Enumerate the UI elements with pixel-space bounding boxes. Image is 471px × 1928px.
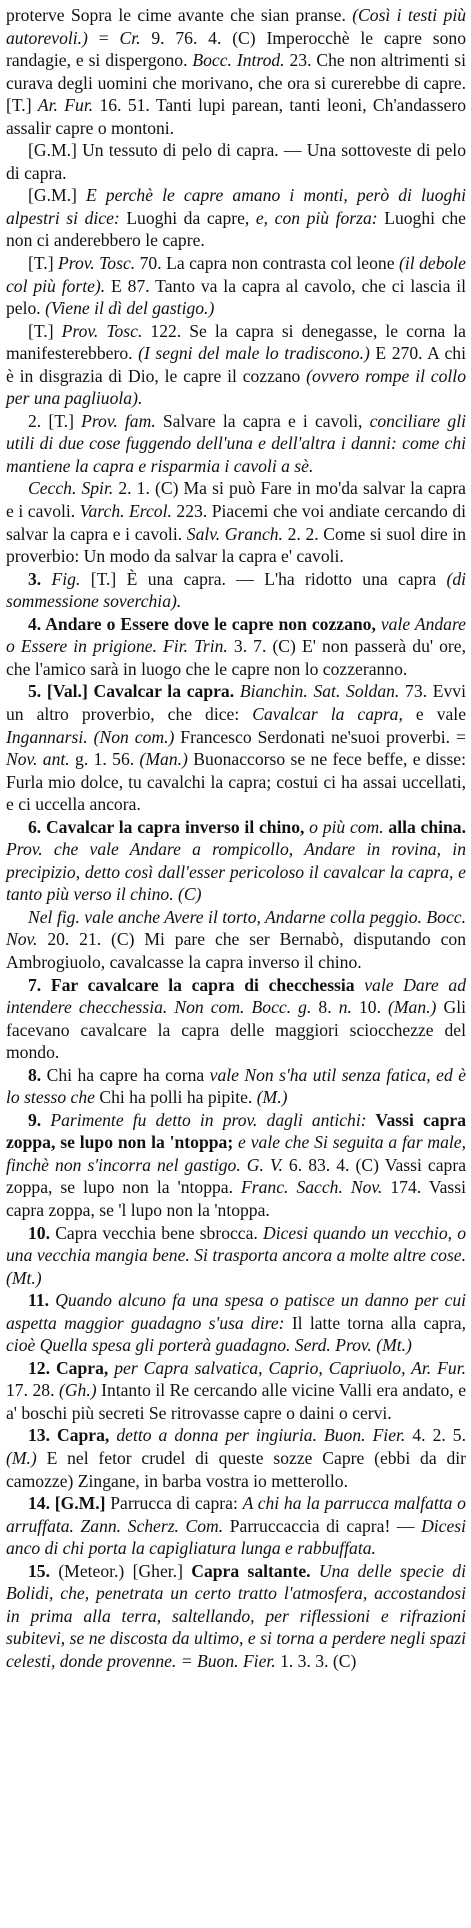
text-segment: E 87. Tanto va la capra al cavolo, che ci lascia il pelo. (6, 275, 467, 319)
entry-paragraph (6, 1109, 466, 1222)
entry-paragraph (6, 680, 466, 815)
text-segment: Parruccaccia di capra! — (223, 1515, 422, 1536)
text-segment: Bocc. Introd. (192, 50, 285, 71)
text-segment: Salv. Granch. (186, 523, 283, 544)
text-segment: Cavalcar la capra, (252, 703, 403, 724)
text-segment: [T.] È una capra. — L'ha ridotto una capra (80, 568, 447, 589)
text-segment: Prov. Tosc. (58, 253, 136, 274)
text-segment: Prov. che vale Andare a rompicollo, Andare in rovina, in precipizio, detto così dall'esser pericoloso il cavalcar la capra, e tanto più verso il chino. (C) (6, 839, 466, 905)
entry-paragraph (6, 252, 466, 320)
text-segment: 20. 21. (C) Mi pare che ser Bernabò, disputando con Ambrogiuolo, cavalcasse la capra inverso il chino. (6, 929, 466, 972)
text-segment: vale Andare o Essere in prigione. Fir. Trin. (6, 613, 466, 657)
text-segment: (M.) (6, 1448, 37, 1468)
text-segment: [T.] (28, 320, 62, 341)
text-segment: 8. (28, 1064, 47, 1085)
text-segment: 11. (28, 1290, 56, 1311)
text-segment: Nov. ant. (6, 749, 70, 770)
text-segment: 122. Se la capra si denegasse, le corna la manifesterebbero. (6, 320, 466, 364)
text-segment: 2. 2. Come si suol dire in proverbio: Un modo da salvar la capra e' cavoli. (6, 523, 467, 567)
text-segment: 4. 2. 5. (405, 1425, 466, 1446)
text-segment: vale Dare ad intendere checchessia. Non com. Bocc. g. (6, 974, 466, 1018)
text-segment: proterve Sopra le cime avante che sian pranse. (6, 5, 353, 25)
text-segment: alla china. (383, 816, 466, 837)
entry-paragraph (6, 1357, 466, 1425)
text-segment: 9. (28, 1109, 51, 1130)
text-segment: 70. La capra non contrasta col leone (135, 253, 399, 274)
text-segment: e vale che Si seguita a far male, finchè non s'incorra nel gastigo. G. V. (6, 1132, 467, 1175)
text-segment: cioè Quella spesa gli porterà guadagno. Serd. Prov. (Mt.) (6, 1335, 412, 1356)
text-segment: Francesco Serdonati ne'suoi proverbi. = (174, 726, 466, 747)
text-segment: Una delle specie di Bolidi, che, penetrata un certo tratto l'atmosfera, accostandosi in prima alla terra, saltellando, per riflessioni e rifrazioni subitevi, se ne discosta da ultimo, e si torna a perdere negli spazi celesti, donde provenne. = Buon. Fier. (6, 1560, 466, 1671)
text-segment: (Man.) (139, 749, 188, 770)
text-segment: 8. (311, 997, 339, 1018)
text-segment: (Meteor.) [Gher.] (58, 1560, 192, 1581)
text-segment: (Gh.) (58, 1380, 97, 1401)
text-segment: e vale (402, 703, 467, 724)
entry-paragraph (6, 320, 466, 410)
text-segment: 12. Capra, (28, 1357, 115, 1378)
text-segment: 15. (28, 1560, 59, 1581)
text-segment: [G.M.] Un tessuto di pelo di capra. — Una sottoveste di pelo di capra. (6, 140, 466, 183)
text-segment: 6. Cavalcar la capra inverso il chino, (28, 816, 310, 837)
text-segment: Cecch. Spir. (28, 478, 114, 499)
entry-paragraph (6, 1289, 466, 1357)
text-segment: 10. (28, 1222, 56, 1243)
text-segment: Parimente fu detto in prov. dagli antichi: (50, 1109, 367, 1130)
entry-paragraph (6, 410, 466, 478)
entry-paragraph (6, 4, 466, 139)
text-segment: Capra vecchia bene sbrocca. (55, 1222, 264, 1243)
text-segment: Buonaccorso se ne fece beffe, e disse: Furla mio dolce, tu cavalchi la capra; costui ci ha assai uccellati, e ci uccella ancora. (6, 749, 466, 815)
text-segment: Varch. Ercol. (79, 501, 172, 522)
entry-paragraph (6, 613, 466, 681)
text-segment: (Man.) (388, 997, 437, 1018)
text-segment: Quando alcuno fa una spesa o patisce un danno per cui aspetta maggior guadagno s'usa dire: (6, 1290, 467, 1333)
text-segment: g. 1. 56. (69, 749, 140, 770)
text-segment: o più com. (309, 816, 384, 837)
text-segment: Ingannarsi. (Non com.) (6, 726, 175, 747)
text-segment: 174. Vassi capra zoppa, se 'l lupo non la 'ntoppa. (6, 1177, 466, 1220)
entry-paragraph (6, 184, 466, 252)
entry-paragraph (6, 906, 466, 974)
text-segment: e, con più forza: (255, 207, 378, 228)
text-segment: 2. [T.] (28, 410, 82, 431)
text-segment: (M.) (256, 1087, 288, 1108)
text-segment: per Capra salvatica, Caprio, Capriuolo, Ar. Fur. (114, 1357, 466, 1378)
entry-paragraph (6, 1222, 466, 1290)
text-segment: Franc. Sacch. Nov. (241, 1177, 383, 1198)
text-segment: 10. (351, 997, 389, 1018)
text-segment: Chi ha capre ha corna (46, 1064, 210, 1085)
text-segment: 223. Piacemi che voi andiate cercando di salvar la capra e i cavoli. (6, 501, 466, 544)
text-segment: Nel fig. vale anche Avere il torto, Andarne colla peggio. Bocc. Nov. (6, 906, 466, 950)
entry-paragraph (6, 1424, 466, 1492)
text-segment: Fig. (51, 568, 81, 589)
text-segment: 14. [G.M.] (28, 1493, 111, 1514)
text-segment: Intanto il Re cercando alle vicine Valli era andato, e a' boschi più secreti Se ritrovasse capre o daini o cervi. (6, 1380, 467, 1423)
text-segment: Capra saltante. (191, 1560, 319, 1581)
text-segment: Vassi capra zoppa, se lupo non la 'ntoppa; (6, 1109, 466, 1153)
text-segment: 4. Andare o Essere dove le capre non cozzano, (28, 613, 381, 634)
text-segment: detto a donna per ingiuria. Buon. Fier. (116, 1425, 406, 1446)
text-segment: Prov. Tosc. (61, 320, 143, 341)
entry-paragraph (6, 816, 466, 906)
text-segment: (Così i testi più autorevoli.) (6, 5, 466, 48)
text-segment: Cr. (119, 27, 141, 48)
entry-paragraph (6, 1560, 466, 1673)
text-segment: 3. 7. (C) E' non passerà du' ore, che l'amico sarà in luogo che le capre non lo cozzeranno. (6, 636, 467, 679)
text-segment: 5. [Val.] (28, 681, 94, 702)
entry-paragraph (6, 139, 466, 184)
text-segment: (Viene il dì del gastigo.) (45, 298, 215, 319)
text-segment: 17. 28. (6, 1380, 59, 1401)
text-segment: Il latte torna alla capra, (284, 1312, 466, 1333)
entry-paragraph (6, 568, 466, 613)
text-segment: E nel fetor crudel di queste sozze Capre (ebbi da dir camozze) Zingane, in barba vostra io metterollo. (6, 1448, 466, 1491)
text-segment: E perchè le capre amano i monti, però di luoghi alpestri si dice: (6, 185, 467, 228)
text-segment: Parrucca di capra: (110, 1493, 243, 1514)
text-segment: Luoghi che non ci anderebbero le capre. (6, 207, 466, 251)
text-segment: (il debole col più forte). (6, 253, 466, 296)
text-segment: Ar. Fur. (37, 95, 94, 116)
text-segment: 13. Capra, (28, 1425, 117, 1446)
text-segment: Prov. fam. (81, 410, 156, 431)
text-segment: Bianchin. Sat. Soldan. (239, 681, 400, 702)
text-segment: A chi ha la parrucca malfatta o arruffata. Zann. Scherz. Com. (6, 1493, 466, 1536)
text-segment: n. (338, 997, 352, 1018)
entry-paragraph (6, 1064, 466, 1109)
text-segment: (I segni del male lo tradiscono.) (138, 343, 370, 364)
text-segment: Cavalcar la capra. (93, 681, 240, 702)
text-segment: 2. 1. (C) Ma si può Fare in mo'da salvar la capra e i cavoli. (6, 478, 466, 522)
text-segment: Dicesi anco di chi porta la capigliatura lunga e rabbuffata. (6, 1515, 467, 1559)
text-segment: Gli facevano cavalcare la capra delle maggiori sciocchezze del mondo. (6, 997, 466, 1063)
text-segment: [G.M.] (28, 185, 86, 206)
text-segment: 16. 51. Tanti lupi parean, tanti leoni, Ch'andassero assalir capre o montoni. (6, 95, 466, 138)
text-segment: (di sommessione soverchia). (6, 568, 467, 612)
text-segment: 73. Evvi un altro proverbio, che dice: (6, 681, 466, 724)
text-segment: Salvare la capra e i cavoli, (155, 410, 370, 431)
text-segment: Dicesi quando un vecchio, o una vecchia mangia bene. Si trasporta ancora a molte altre cose. (Mt.) (6, 1222, 467, 1288)
text-segment: 7. Far cavalcare la capra di checchessia (28, 974, 365, 995)
text-segment: (ovvero rompe il collo per una pagliuola). (6, 365, 466, 409)
text-segment: vale Non s'ha util senza fatica, ed è lo stesso che (6, 1064, 467, 1108)
text-segment: E 270. A chi è in disgrazia di Dio, le capre il cozzano (6, 343, 466, 386)
text-segment: Chi ha polli ha pipite. (94, 1087, 257, 1108)
text-segment: = (87, 27, 120, 48)
text-segment: 9. 76. 4. (C) Imperocchè le capre sono randagie, e si dispergono. (6, 27, 466, 71)
text-segment: Luoghi da capre, (119, 207, 256, 228)
text-segment: 6. 83. 4. (C) Vassi capra zoppa, se lupo non la 'ntoppa. (6, 1154, 467, 1198)
entry-paragraph (6, 477, 466, 567)
text-segment: 23. Che non altrimenti si curava degli uomini che morivano, che ora si curerebbe di capre. [T.] (6, 50, 466, 116)
text-segment: [T.] (28, 253, 59, 274)
entry-paragraph (6, 1492, 466, 1560)
text-segment: 1. 3. 3. (C) (275, 1650, 357, 1671)
text-segment: 3. (28, 568, 52, 589)
text-segment: conciliare gli utili di due cose fuggendo dell'una e dell'altra i danni: come chi mantiene la capra e risparmia i cavoli a sè. (6, 410, 466, 476)
entry-paragraph (6, 974, 466, 1064)
